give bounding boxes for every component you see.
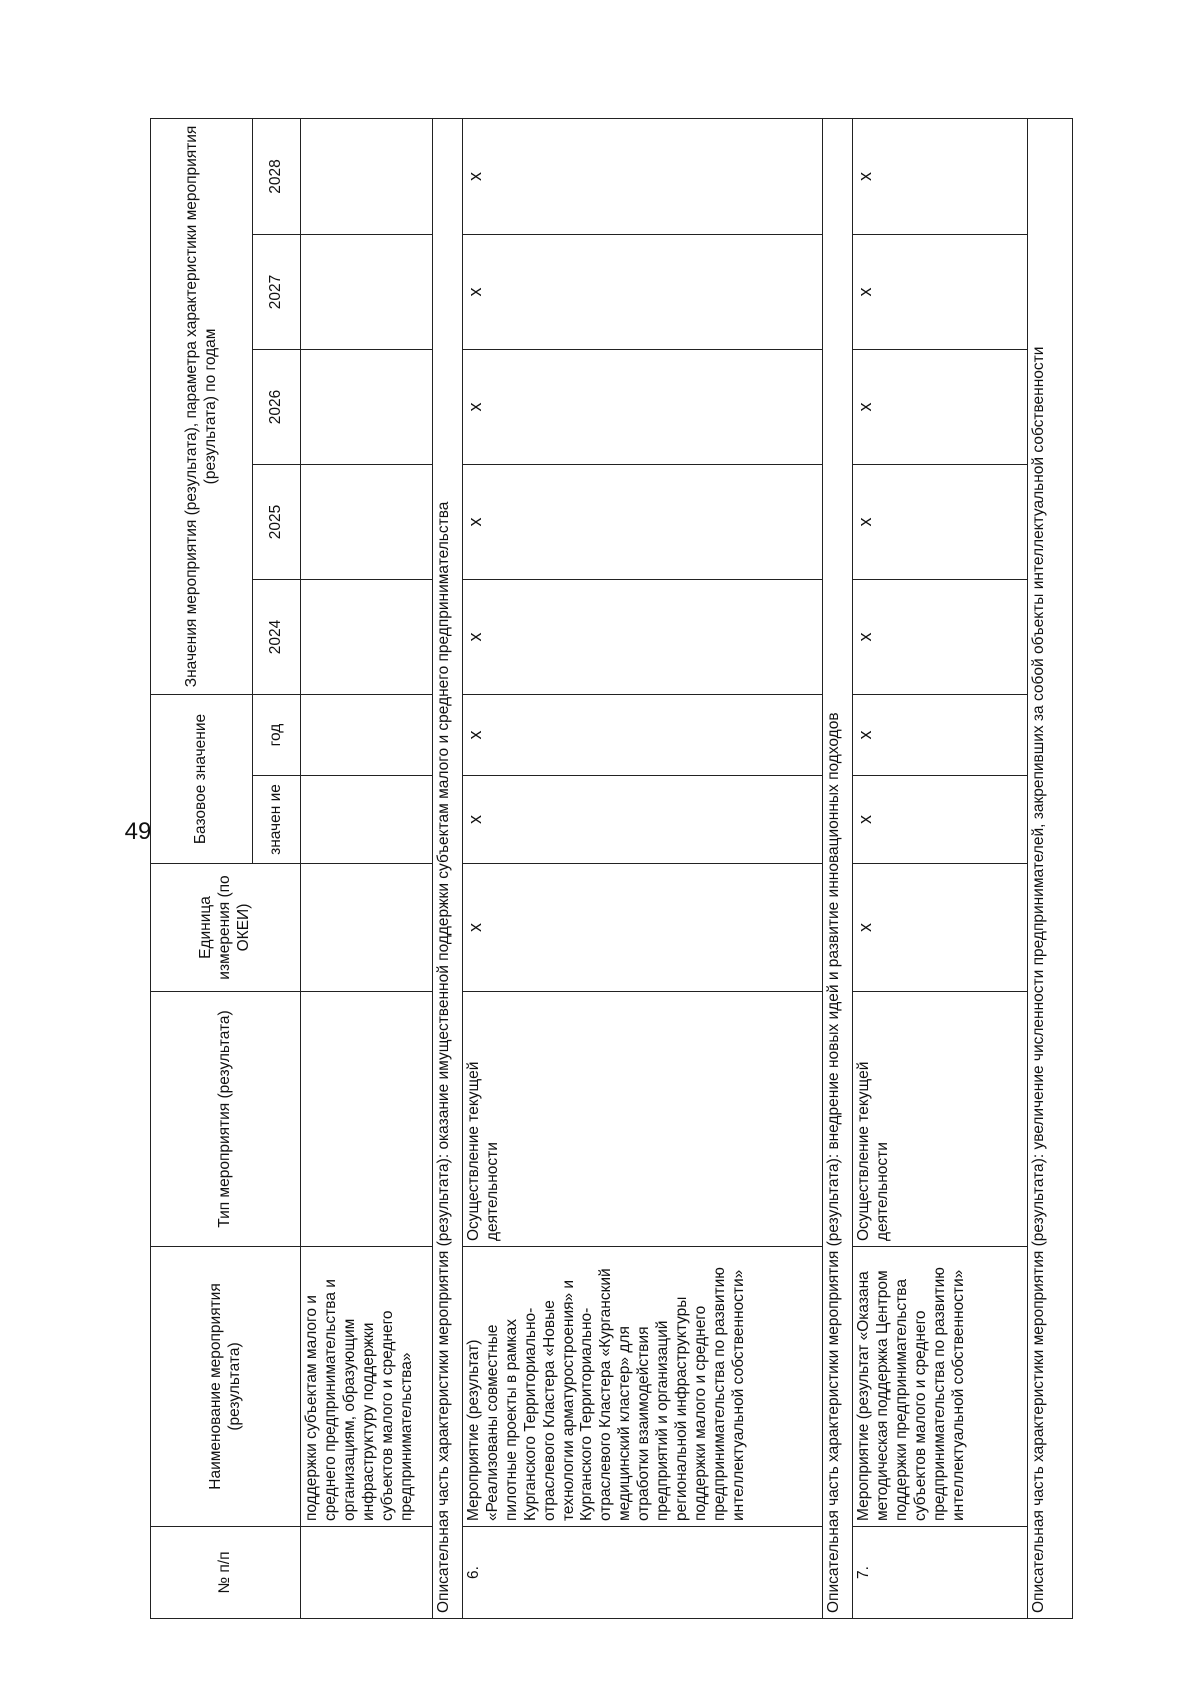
header-year-2028: 2028 [253,118,301,234]
header-base: Базовое значение [151,694,253,863]
cell-2028: x [463,118,823,234]
table-row [463,118,823,1618]
header-num: № п/п [151,1527,301,1619]
description-row: Описательная часть характеристики мероприятия (результата): внедрение новых идей и развитие инновационных подходов [823,118,853,1618]
header-values-group: Значения мероприятия (результата), параметра характеристики мероприятия (результата) по годам [151,118,253,694]
cell-2026: x [853,349,1028,464]
cell-2024 [301,579,433,694]
cell-2025: x [853,464,1028,579]
cell-name: Мероприятие (результат) «Реализованы совместные пилотные проекты в рамках Курганского Территориально-отраслевого Кластера «Новые технологии арматуростроения» и Курганского Территориально-отраслевого Кластера «Курганский медицинский кластер» для отработки взаимодействия предприятий и организаций региональной инфраструктуры поддержки малого и среднего предпринимательства по развитию интеллектуальной собственности» [463,1247,823,1527]
cell-2025: x [463,464,823,579]
cell-name: поддержки субъектам малого и среднего предпринимательства и организациям, образующим инфраструктуру поддержки субъектов малого и среднего предпринимательства» [301,1247,433,1527]
cell-2028 [301,118,433,234]
cell-base-year [301,694,433,775]
cell-name: Мероприятие (результат «Оказана методическая поддержка Центром поддержки предпринимательства субъектов малого и среднего предпринимательства по развитию интеллектуальной собственности» [853,1247,1028,1527]
cell-type [301,992,433,1247]
header-year-2026: 2026 [253,349,301,464]
cell-num: 7. [853,1527,1028,1619]
header-year-2027: 2027 [253,234,301,349]
header-base-year: год [253,694,301,775]
header-unit: Единица измерения (по ОКЕИ) [151,864,301,992]
header-name: Наименование мероприятия (результата) [151,1247,301,1527]
cell-unit: x [853,864,1028,992]
cell-2027 [301,234,433,349]
cell-base-year: x [853,694,1028,775]
table-row [301,118,433,1618]
cell-2024: x [853,579,1028,694]
rotated-page-content [150,119,1072,1619]
cell-type: Осуществление текущей деятельности [853,992,1028,1247]
page-number: 49 [124,818,152,845]
cell-2027: x [853,234,1028,349]
cell-2025 [301,464,433,579]
header-year-2025: 2025 [253,464,301,579]
cell-2026: x [463,349,823,464]
cell-base-value: x [853,776,1028,864]
cell-2027: x [463,234,823,349]
cell-num [301,1527,433,1619]
cell-unit [301,864,433,992]
header-year-2024: 2024 [253,579,301,694]
cell-2028: x [853,118,1028,234]
header-type: Тип мероприятия (результата) [151,992,301,1247]
cell-num: 6. [463,1527,823,1619]
cell-type: Осуществление текущей деятельности [463,992,823,1247]
cell-2026 [301,349,433,464]
description-row: Описательная часть характеристики мероприятия (результата): увеличение численности предпринимателей, закрепивших за собой объекты интеллектуальной собственности [1028,118,1073,1618]
cell-base-value: x [463,776,823,864]
header-base-value: значен ие [253,776,301,864]
measures-table [150,118,1073,1619]
cell-unit: x [463,864,823,992]
cell-2024: x [463,579,823,694]
table-row [853,118,1028,1618]
cell-base-year: x [463,694,823,775]
description-row: Описательная часть характеристики мероприятия (результата): оказание имущественной поддержки субъектам малого и среднего предпринимательства [433,118,463,1618]
cell-base-value [301,776,433,864]
